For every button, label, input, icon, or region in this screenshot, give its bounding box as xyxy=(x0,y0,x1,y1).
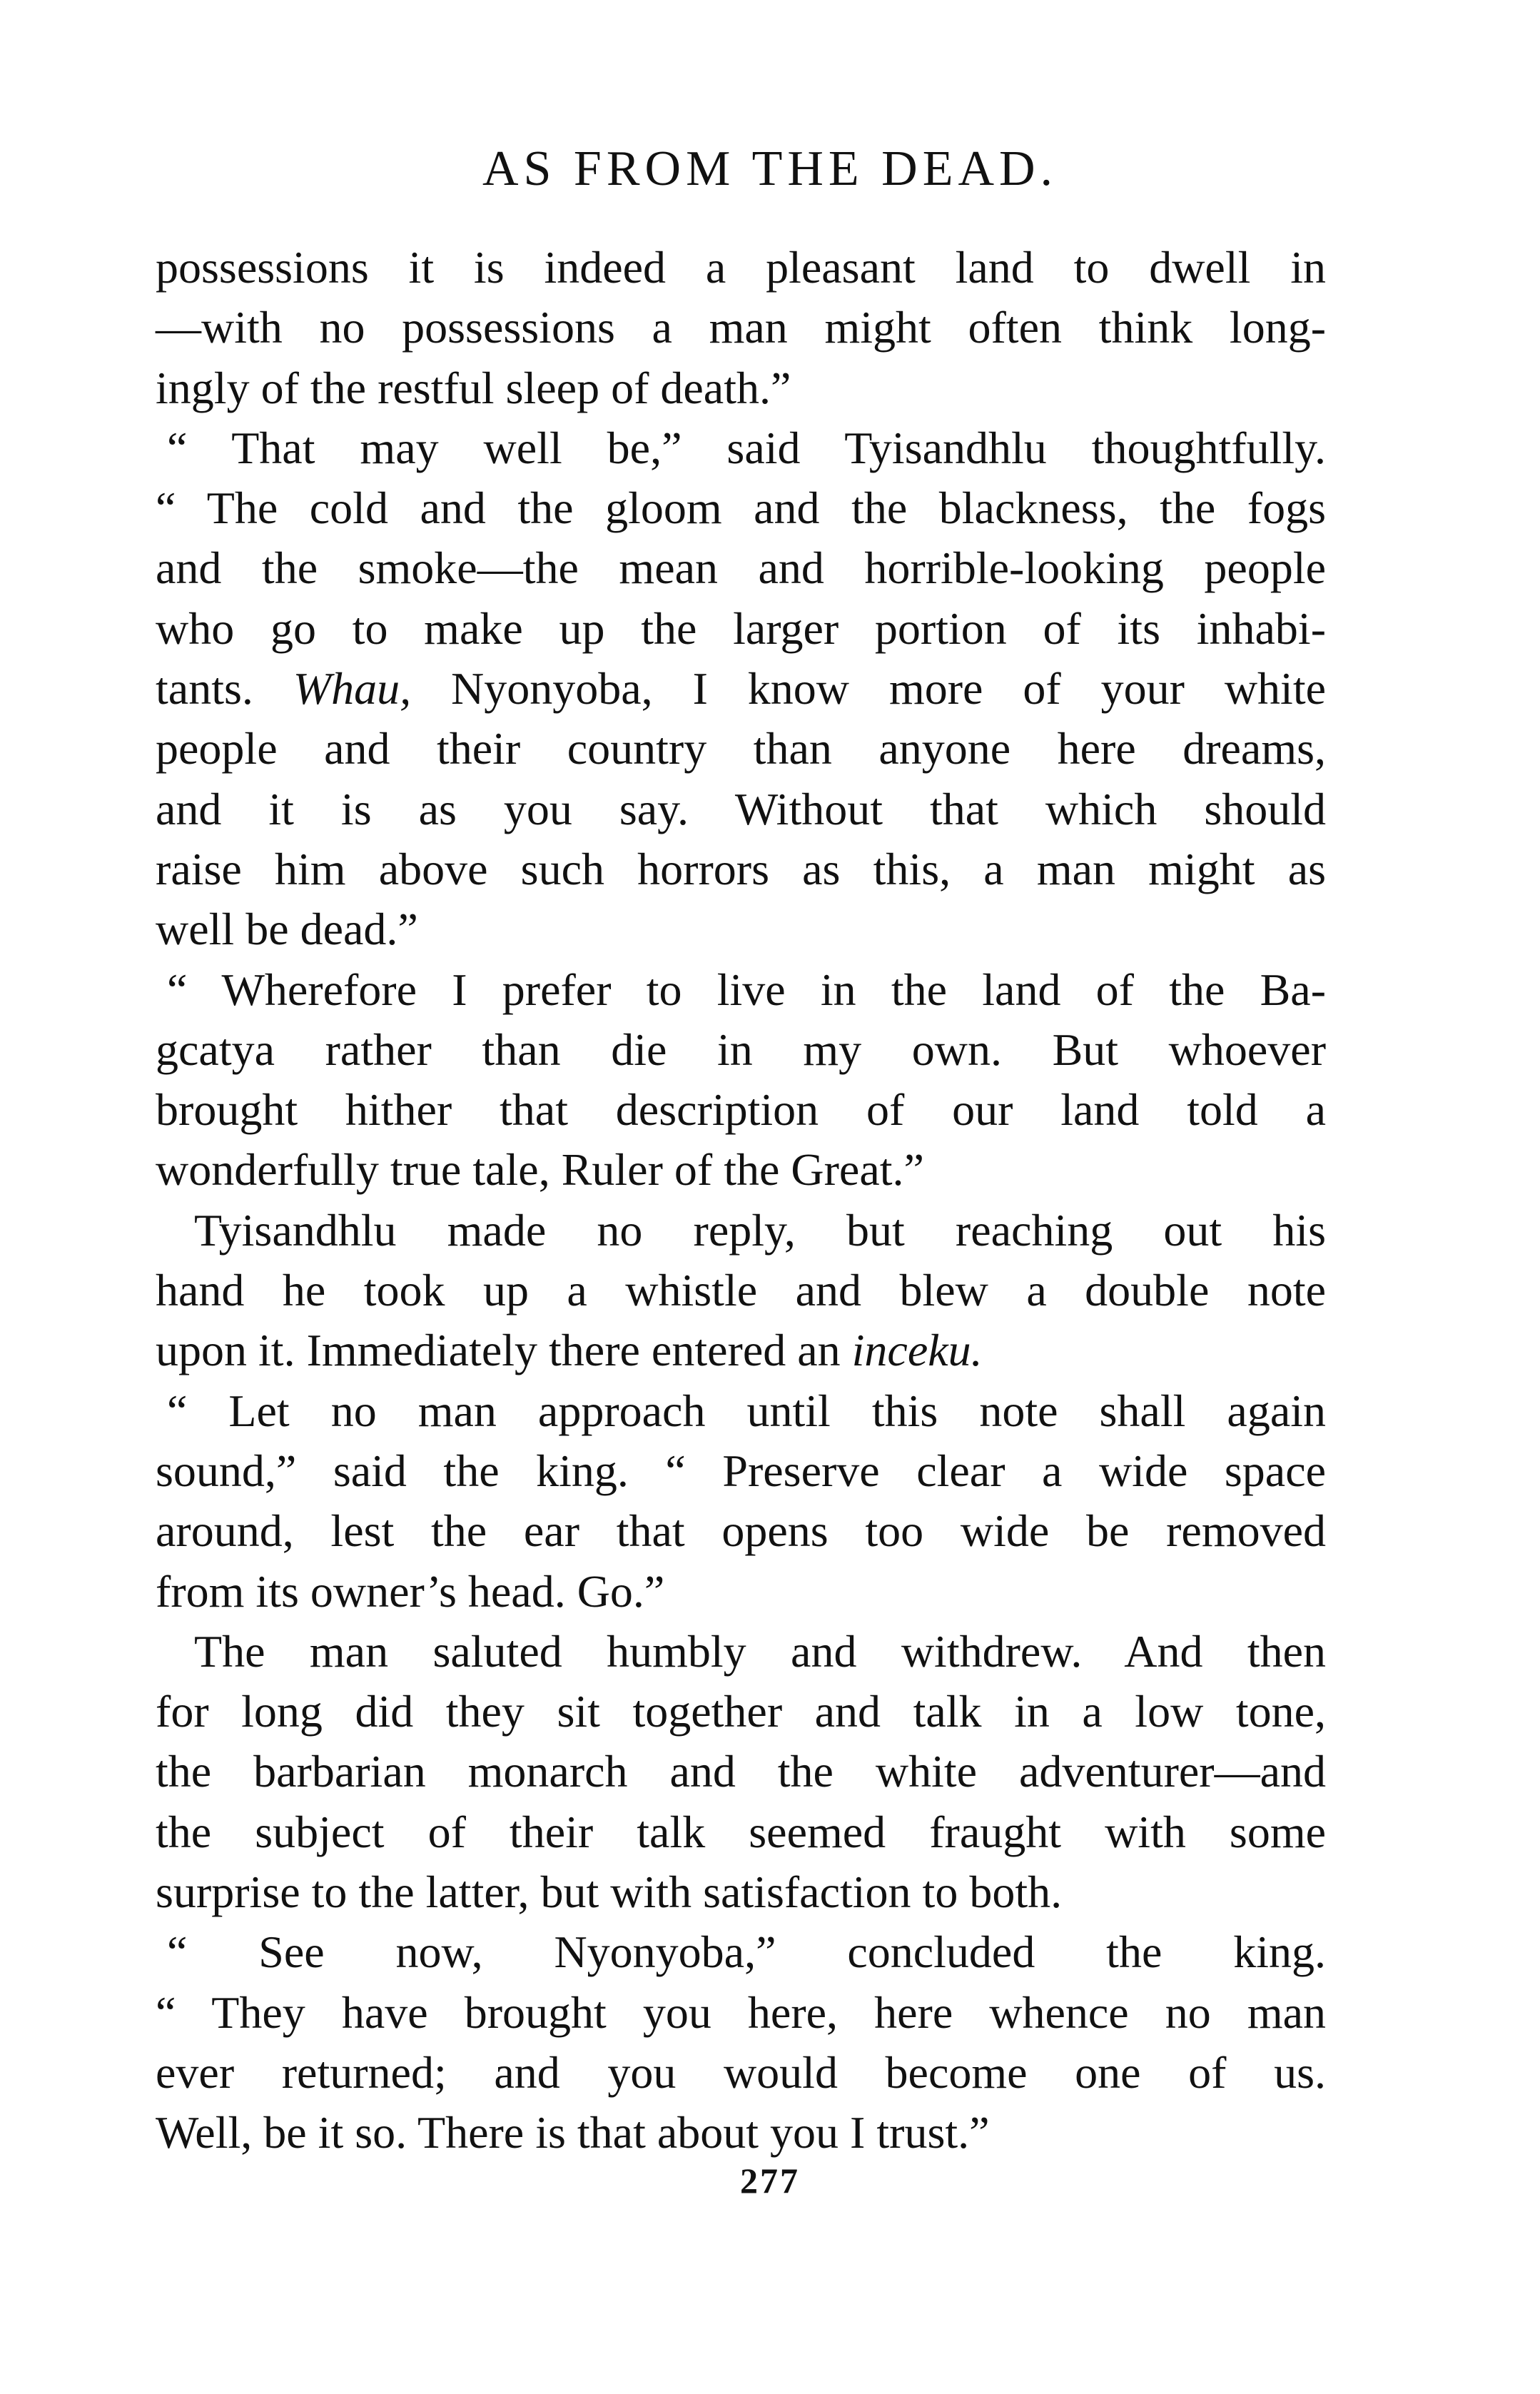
text-line: around, lest the ear that opens too wide be removed xyxy=(156,1505,1326,1557)
page-number: 277 xyxy=(740,2161,800,2201)
text-line: brought hither that description of our land told a xyxy=(156,1084,1326,1136)
body-text xyxy=(156,238,1326,2163)
text-line: ingly of the restful sleep of death.” xyxy=(156,362,791,413)
text-line-with-italic xyxy=(156,1320,1326,1380)
text-segment: upon it. Immediately there entered an xyxy=(156,1325,841,1376)
text-line: Tyisandhlu made no reply, but reaching out his xyxy=(194,1204,1326,1256)
italic-word: inceku. xyxy=(851,1325,983,1376)
text-line: well be dead.” xyxy=(156,904,418,955)
text-line: the subject of their talk seemed fraught with some xyxy=(156,1806,1326,1857)
text-line: possessions it is indeed a pleasant land to dwell in xyxy=(156,242,1326,293)
text-line: —with no possessions a man might often think long- xyxy=(156,302,1326,353)
text-line: “ See now, Nyonyoba,” concluded the king. xyxy=(167,1926,1326,1978)
text-segment: Nyonyoba, I know more of your white xyxy=(451,663,1327,714)
text-line: surprise to the latter, but with satisfaction to both. xyxy=(156,1867,1063,1918)
text-segment: tants. xyxy=(156,663,253,714)
text-line: raise him above such horrors as this, a man might as xyxy=(156,843,1326,894)
text-line: “ Wherefore I prefer to live in the land of the Ba- xyxy=(167,964,1326,1015)
text-line: gcatya rather than die in my own. But whoever xyxy=(156,1024,1326,1075)
text-line: who go to make up the larger portion of its inhabi- xyxy=(156,602,1326,654)
text-line: sound,” said the king. “ Preserve clear a wide space xyxy=(156,1445,1326,1496)
text-line: wonderfully true tale, Ruler of the Great.” xyxy=(156,1144,924,1196)
text-line: “ Let no man approach until this note shall again xyxy=(167,1385,1326,1436)
text-line: ever returned; and you would become one of us. xyxy=(156,2046,1326,2098)
text-line: and it is as you say. Without that which should xyxy=(156,783,1326,834)
text-line: hand he took up a whistle and blew a double note xyxy=(156,1265,1326,1316)
text-line: from its owner’s head. Go.” xyxy=(156,1565,665,1617)
text-line: for long did they sit together and talk in a low tone, xyxy=(156,1686,1326,1737)
text-line: Well, be it so. There is that about you I trust.” xyxy=(156,2107,990,2158)
text-line-with-italic xyxy=(156,659,1326,719)
text-line: people and their country than anyone here dreams, xyxy=(156,723,1326,774)
text-line: the barbarian monarch and the white adventurer—and xyxy=(156,1746,1326,1797)
text-line: “ The cold and the gloom and the blackness, the fogs xyxy=(156,483,1326,534)
text-line: “ They have brought you here, here whence no man xyxy=(156,1986,1326,2038)
text-line: and the smoke—the mean and horrible-looking people xyxy=(156,542,1326,594)
text-line: The man saluted humbly and withdrew. And then xyxy=(194,1625,1326,1677)
running-title: AS FROM THE DEAD. xyxy=(482,141,1058,196)
italic-word: Whau, xyxy=(293,663,412,714)
text-line: “ That may well be,” said Tyisandhlu thoughtfully. xyxy=(167,422,1326,473)
